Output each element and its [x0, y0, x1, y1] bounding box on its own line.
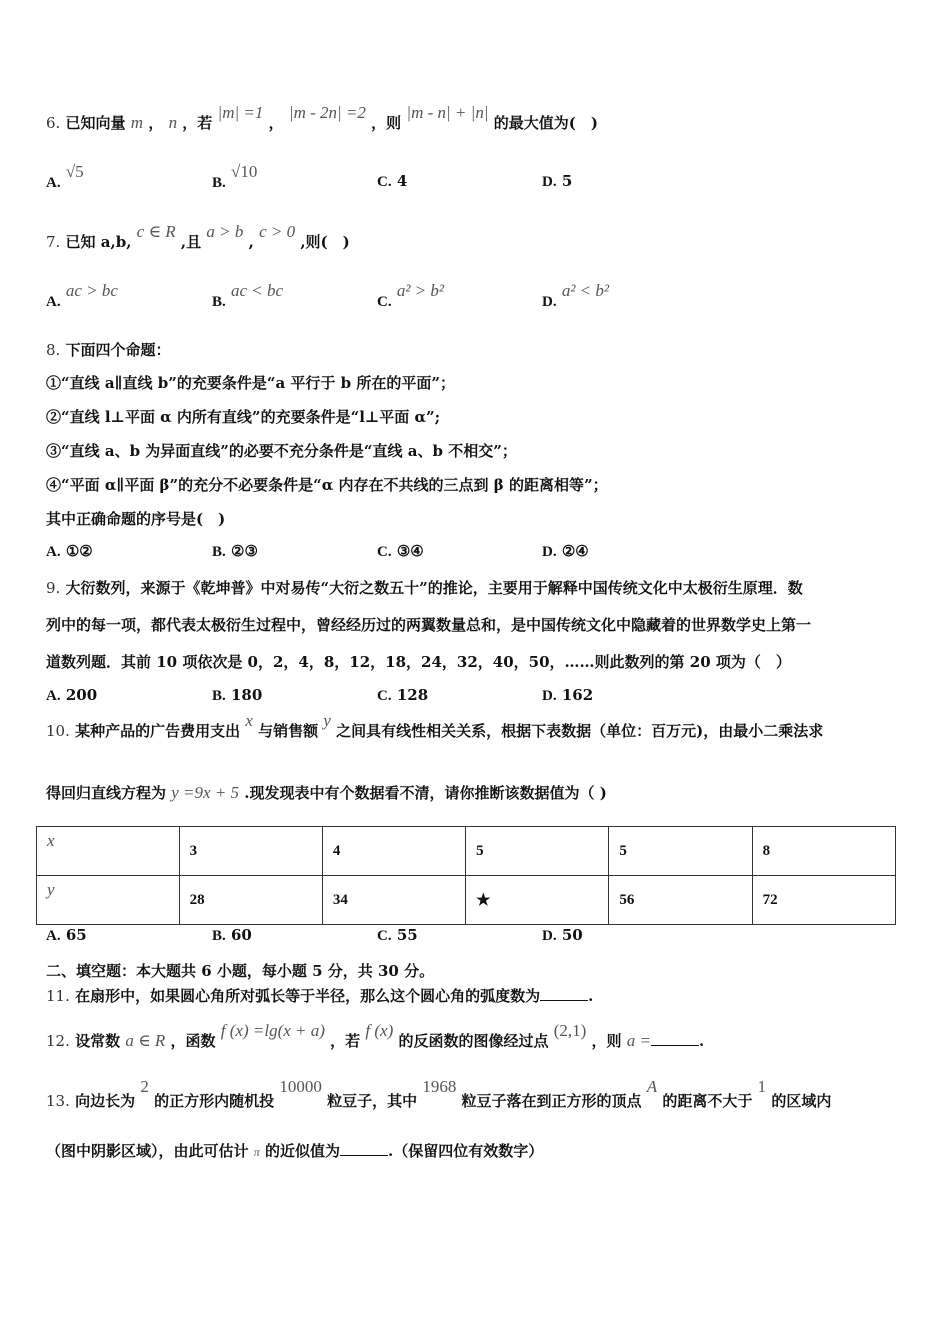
- math-condition-2: |m - 2n| =2: [288, 103, 366, 122]
- text: （图中阴影区域），由此可估计: [46, 1142, 249, 1160]
- math-regression-equation: y =9x + 5: [171, 783, 240, 802]
- option-label: C.: [377, 688, 392, 704]
- text: ，若: [182, 114, 213, 132]
- answer-blank[interactable]: [651, 1033, 699, 1046]
- option-value: 5: [561, 172, 573, 190]
- option-label: B.: [212, 688, 226, 704]
- answer-blank[interactable]: [340, 1143, 388, 1156]
- table-cell: 34: [322, 876, 465, 925]
- text: 某种产品的广告费用支出: [75, 722, 241, 740]
- option-d[interactable]: [542, 542, 589, 561]
- option-label: B.: [212, 294, 226, 310]
- question-10-line-2: [46, 782, 607, 803]
- text: 已知向量: [65, 114, 126, 132]
- option-value: ②③: [231, 542, 258, 560]
- question-11: [46, 985, 593, 1006]
- option-a[interactable]: [46, 281, 118, 311]
- option-label: A.: [46, 544, 61, 560]
- data-table: [36, 826, 896, 925]
- question-number: 8.: [46, 341, 61, 359]
- question-number: 9.: [46, 579, 61, 597]
- statement-2: ②“直线 l⊥平面 α 内所有直线”的充要条件是“l⊥平面 α”;: [46, 408, 441, 426]
- math-m: m: [130, 113, 144, 132]
- option-value: 4: [396, 172, 408, 190]
- table-row-y: [37, 876, 896, 925]
- option-b[interactable]: [212, 686, 262, 705]
- text: .: [588, 987, 594, 1005]
- option-label: A.: [46, 688, 61, 704]
- math-inside-beans: 1968: [422, 1077, 457, 1096]
- star-icon: ★: [466, 876, 609, 925]
- table-cell: 8: [752, 827, 895, 876]
- question-number: 10.: [46, 722, 70, 740]
- math-y: y: [323, 711, 331, 730]
- math-pi: π: [253, 1145, 260, 1159]
- text: ,则( ): [300, 233, 350, 251]
- math-a-eq: a =: [626, 1031, 652, 1050]
- option-label: D.: [542, 928, 557, 944]
- option-c[interactable]: [377, 542, 424, 561]
- option-value: a² > b²: [396, 281, 444, 300]
- table-cell: 4: [322, 827, 465, 876]
- option-value: ①②: [65, 542, 93, 560]
- option-b[interactable]: [212, 926, 252, 945]
- text: 在扇形中，如果圆心角所对弧长等于半径，那么这个圆心角的弧度数为: [75, 987, 541, 1005]
- statement-3: ③“直线 a、b 为异面直线”的必要不充分条件是“直线 a、b 不相交”；: [46, 442, 517, 460]
- option-label: C.: [377, 174, 392, 190]
- option-label: A.: [46, 175, 61, 191]
- table-cell: 28: [179, 876, 322, 925]
- option-label: D.: [542, 544, 557, 560]
- option-c[interactable]: [377, 172, 407, 191]
- math-point: (2,1): [553, 1021, 587, 1040]
- question-number: 7.: [46, 233, 61, 251]
- option-label: B.: [212, 175, 226, 191]
- text: 已知 a,b,: [65, 233, 132, 251]
- option-value: ac < bc: [231, 281, 284, 300]
- text: 之间具有线性相关关系，根据下表数据（单位：百万元)，由最小二乘法求: [336, 722, 824, 740]
- option-value: √10: [231, 162, 258, 181]
- option-b[interactable]: [212, 162, 258, 192]
- option-label: D.: [542, 688, 557, 704]
- math-a-gt-b: a > b: [206, 222, 244, 241]
- question-title: 下面四个命题：: [65, 341, 171, 359]
- text: 大衍数列，来源于《乾坤普》中对易传“大衍之数五十”的推论，主要用于解释中国传统文化中太极衍生原理．数: [65, 579, 803, 597]
- option-label: B.: [212, 928, 226, 944]
- option-d[interactable]: [542, 926, 583, 945]
- option-b[interactable]: [212, 281, 284, 311]
- text: 的区域内: [771, 1092, 832, 1110]
- text: 粒豆子，其中: [327, 1092, 418, 1110]
- math-a-in-r: a ∈ R: [125, 1031, 166, 1050]
- option-a[interactable]: [46, 926, 87, 945]
- option-c[interactable]: [377, 686, 428, 705]
- table-cell: 56: [609, 876, 752, 925]
- option-a[interactable]: [46, 686, 97, 705]
- option-d[interactable]: [542, 686, 593, 705]
- question-7: [46, 222, 350, 252]
- text: 向边长为: [75, 1092, 136, 1110]
- option-label: D.: [542, 174, 557, 190]
- option-a[interactable]: [46, 542, 93, 561]
- option-d[interactable]: [542, 172, 572, 191]
- statement-4: ④“平面 α∥平面 β”的充分不必要条件是“α 内存在不共线的三点到 β 的距离相等”；: [46, 476, 608, 494]
- math-c-gt-0: c > 0: [259, 222, 296, 241]
- text: ，则: [591, 1032, 622, 1050]
- option-label: C.: [377, 294, 392, 310]
- text: 的反函数的图像经过点: [398, 1032, 549, 1050]
- question-13-line-2: [46, 1140, 543, 1161]
- text: 与销售额: [258, 722, 319, 740]
- option-value: 50: [561, 926, 583, 944]
- option-value: 200: [65, 686, 98, 704]
- question-number: 6.: [46, 114, 61, 132]
- question-6: [46, 103, 598, 133]
- text: 得回归直线方程为: [46, 784, 167, 802]
- text: .（保留四位有效数字）: [388, 1142, 544, 1160]
- option-a[interactable]: [46, 162, 84, 192]
- question-number: 12.: [46, 1032, 70, 1050]
- option-value: ②④: [561, 542, 589, 560]
- math-expression: |m - n| + |n|: [406, 103, 489, 122]
- table-cell: 72: [752, 876, 895, 925]
- text: ,: [248, 233, 254, 251]
- option-d[interactable]: [542, 281, 609, 311]
- table-cell: 5: [466, 827, 609, 876]
- option-value: ac > bc: [65, 281, 118, 300]
- option-b[interactable]: [212, 542, 258, 561]
- question-8: [46, 339, 171, 360]
- row-header: y: [37, 876, 180, 925]
- text: 的近似值为: [265, 1142, 341, 1160]
- math-x: x: [245, 711, 253, 730]
- option-value: 55: [396, 926, 418, 944]
- question-12: [46, 1021, 705, 1051]
- math-side-length: 2: [140, 1077, 149, 1096]
- option-value: ③④: [396, 542, 424, 560]
- math-condition-1: |m| =1: [217, 103, 264, 122]
- option-label: A.: [46, 928, 61, 944]
- text: ，: [148, 114, 164, 132]
- text: ，若: [330, 1032, 361, 1050]
- option-label: C.: [377, 928, 392, 944]
- question-number: 13.: [46, 1092, 70, 1110]
- question-9-line-1: [46, 577, 803, 598]
- table-cell: 3: [179, 827, 322, 876]
- math-function: f (x) =lg(x + a): [220, 1021, 325, 1040]
- question-8-prompt: 其中正确命题的序号是( ): [46, 510, 226, 528]
- text: ,且: [180, 233, 202, 251]
- option-label: A.: [46, 294, 61, 310]
- math-vertex-a: A: [646, 1077, 658, 1096]
- text: 粒豆子落在到正方形的顶点: [461, 1092, 642, 1110]
- option-c[interactable]: [377, 926, 418, 945]
- question-13-line-1: [46, 1077, 832, 1111]
- option-value: 128: [396, 686, 429, 704]
- text: ，则: [371, 114, 402, 132]
- text: 的最大值为( ): [493, 114, 598, 132]
- option-value: a² < b²: [561, 281, 609, 300]
- row-header: x: [37, 827, 180, 876]
- option-value: 60: [231, 926, 252, 944]
- text: ，: [268, 114, 284, 132]
- answer-blank[interactable]: [540, 988, 588, 1001]
- statement-1: ①“直线 a∥直线 b”的充要条件是“a 平行于 b 所在的平面”；: [46, 374, 455, 392]
- text: .现发现表中有个数据看不清，请你推断该数据值为（ ): [244, 784, 607, 802]
- text: .: [699, 1032, 705, 1050]
- option-label: C.: [377, 544, 392, 560]
- math-total-beans: 10000: [279, 1077, 322, 1096]
- question-9-line-3: 道数列题．其前 10 项依次是 0，2，4，8，12，18，24，32，40，50，……则此数列的第 20 项为（ ）: [46, 653, 791, 671]
- section-2-title: 二、填空题：本大题共 6 小题，每小题 5 分，共 30 分。: [46, 962, 435, 980]
- math-fx: f (x): [365, 1021, 394, 1040]
- option-value: √5: [65, 162, 84, 181]
- question-number: 11.: [46, 987, 70, 1005]
- math-radius: 1: [757, 1077, 767, 1096]
- math-n: n: [168, 113, 178, 132]
- option-label: B.: [212, 544, 226, 560]
- option-value: 180: [231, 686, 263, 704]
- table-cell: 5: [609, 827, 752, 876]
- table-row-x: [37, 827, 896, 876]
- question-9-line-2: 列中的每一项，都代表太极衍生过程中，曾经经历过的两翼数量总和，是中国传统文化中隐藏着的世界数学史上第一: [46, 616, 812, 634]
- text: 的正方形内随机投: [154, 1092, 275, 1110]
- text: 设常数: [75, 1032, 121, 1050]
- text: 的距离不大于: [662, 1092, 753, 1110]
- question-10-line-1: [46, 711, 824, 741]
- option-c[interactable]: [377, 281, 444, 311]
- text: ，函数: [170, 1032, 216, 1050]
- option-label: D.: [542, 294, 557, 310]
- option-value: 162: [561, 686, 594, 704]
- option-value: 65: [65, 926, 87, 944]
- math-c-in-r: c ∈ R: [136, 222, 176, 241]
